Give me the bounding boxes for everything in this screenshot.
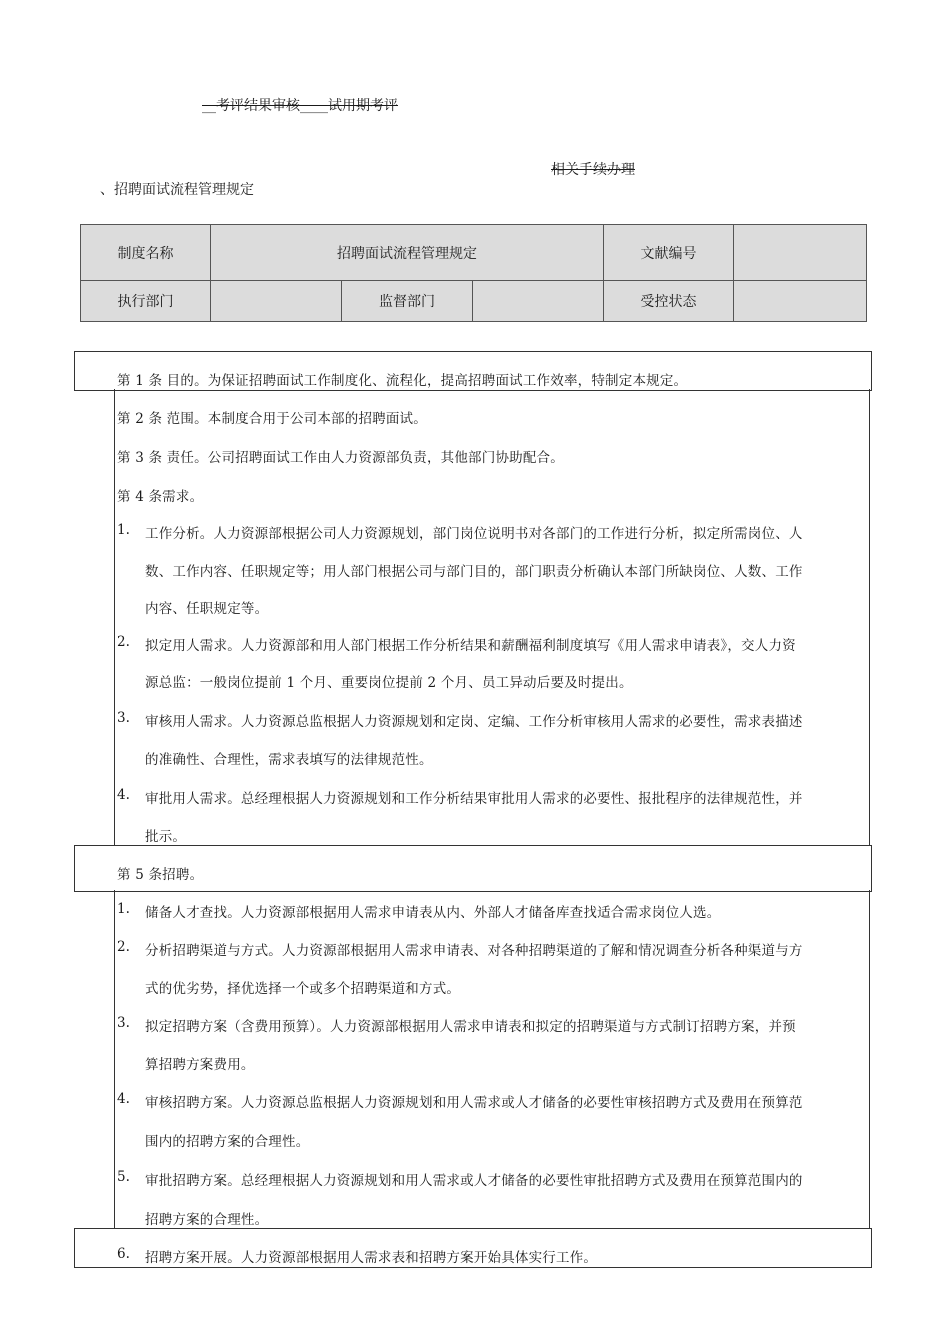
item-number: 2. xyxy=(117,939,130,955)
item-number: 3. xyxy=(117,1015,130,1031)
value-system-name: 招聘面试流程管理规定 xyxy=(211,225,604,281)
item-number: 2. xyxy=(117,634,130,650)
label-executing-dept: 执行部门 xyxy=(81,281,211,322)
item-text: 审核用人需求。人力资源总监根据人力资源规划和定岗、定编、工作分析审核用人需求的必要性，需求表描述 xyxy=(145,714,803,730)
document-title: 、招聘面试流程管理规定 xyxy=(100,182,254,198)
item-text: 围内的招聘方案的合理性。 xyxy=(145,1134,310,1150)
item-number: 4. xyxy=(117,1091,130,1107)
item-text: 储备人才查找。人力资源部根据用人需求申请表从内、外部人才储备库查找适合需求岗位人选。 xyxy=(145,905,721,921)
value-control-status xyxy=(734,281,867,322)
article-1: 第 1 条 目的。为保证招聘面试工作制度化、流程化，提高招聘面试工作效率，特制定本规定。 xyxy=(117,373,688,389)
item-text: 工作分析。人力资源部根据公司人力资源规划，部门岗位说明书对各部门的工作进行分析，拟定所需岗位、人 xyxy=(145,526,803,542)
item-number: 1. xyxy=(117,901,130,917)
item-text: 拟定用人需求。人力资源部和用人部门根据工作分析结果和薪酬福利制度填写《用人需求申请表》，交人力资 xyxy=(145,638,796,654)
left-rule-1 xyxy=(114,389,115,845)
item-text: 批示。 xyxy=(145,829,187,845)
label-document-number: 文献编号 xyxy=(604,225,734,281)
article-2: 第 2 条 范围。本制度合用于公司本部的招聘面试。 xyxy=(117,411,427,427)
item-text: 数、工作内容、任职规定等；用人部门根据公司与部门目的，部门职责分析确认本部门所缺岗位、人数、工作 xyxy=(145,564,803,580)
procedures-line: 相关手续办理 xyxy=(551,162,635,178)
label-control-status: 受控状态 xyxy=(604,281,734,322)
item-text: 内容、任职规定等。 xyxy=(145,601,269,617)
item-text: 招聘方案开展。人力资源部根据用人需求表和招聘方案开始具体实行工作。 xyxy=(145,1250,598,1266)
item-text: 的准确性、合理性，需求表填写的法律规范性。 xyxy=(145,752,433,768)
label-supervising-dept: 监督部门 xyxy=(342,281,473,322)
left-rule-2 xyxy=(114,890,115,1228)
label-system-name: 制度名称 xyxy=(81,225,211,281)
item-text: 审批用人需求。总经理根据人力资源规划和工作分析结果审批用人需求的必要性、报批程序的法律规范性，并 xyxy=(145,791,803,807)
item-text: 审核招聘方案。人力资源总监根据人力资源规划和用人需求或人才储备的必要性审核招聘方式及费用在预算范 xyxy=(145,1095,803,1111)
item-text: 源总监：一般岗位提前 1 个月、重要岗位提前 2 个月、员工异动后要及时提出。 xyxy=(145,675,633,691)
item-text: 式的优劣势，择优选择一个或多个招聘渠道和方式。 xyxy=(145,981,461,997)
item-number: 4. xyxy=(117,787,130,803)
value-supervising-dept xyxy=(473,281,604,322)
right-rule-2 xyxy=(869,890,870,1228)
value-document-number xyxy=(734,225,867,281)
item-number: 6. xyxy=(117,1246,130,1262)
review-line: __考评结果审核____试用期考评 xyxy=(202,98,398,114)
item-text: 拟定招聘方案（含费用预算）。人力资源部根据用人需求申请表和拟定的招聘渠道与方式制订招聘方案，并预 xyxy=(145,1019,796,1035)
item-text: 分析招聘渠道与方式。人力资源部根据用人需求申请表、对各种招聘渠道的了解和情况调查分析各种渠道与方 xyxy=(145,943,803,959)
regulation-header-table xyxy=(80,224,867,322)
right-rule-1 xyxy=(869,389,870,845)
article-3: 第 3 条 责任。公司招聘面试工作由人力资源部负责，其他部门协助配合。 xyxy=(117,450,564,466)
item-text: 算招聘方案费用。 xyxy=(145,1057,255,1073)
article-5-heading: 第 5 条招聘。 xyxy=(117,867,204,883)
item-text: 审批招聘方案。总经理根据人力资源规划和用人需求或人才储备的必要性审批招聘方式及费用在预算范围内的 xyxy=(145,1173,803,1189)
article-4-heading: 第 4 条需求。 xyxy=(117,489,204,505)
item-text: 招聘方案的合理性。 xyxy=(145,1212,269,1228)
value-executing-dept xyxy=(211,281,342,322)
item-number: 5. xyxy=(117,1169,130,1185)
item-number: 1. xyxy=(117,522,130,538)
item-number: 3. xyxy=(117,710,130,726)
